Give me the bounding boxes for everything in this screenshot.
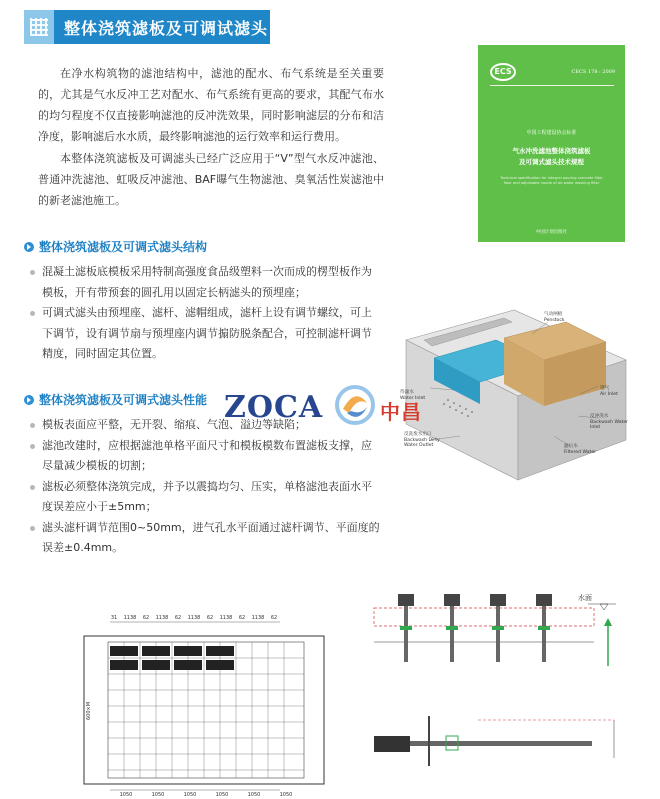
dim-top: 62 (142, 615, 150, 621)
performance-heading (24, 391, 207, 408)
book-title-line: 气水冲洗滤池整体浇筑滤板 (512, 147, 591, 155)
performance-list (28, 415, 380, 559)
book-title-line: 及可调式滤头技术规程 (519, 158, 584, 166)
zoca-brand-cn: 中昌 (380, 400, 422, 424)
section-title-bar (24, 10, 270, 44)
dim-bottom: 1050 (247, 792, 261, 798)
dim-top: 62 (238, 615, 246, 621)
structure-heading (24, 238, 207, 255)
dim-bottom: 1050 (279, 792, 293, 798)
ecs-logo: ECS (490, 63, 516, 81)
dim-top: 62 (206, 615, 214, 621)
water-level-label: 水面 (578, 594, 592, 602)
side-svg (368, 586, 632, 776)
dim-top: 1138 (187, 615, 201, 621)
filter-tank-drawing (394, 300, 634, 488)
intro-paragraph-2: 本整体浇筑滤板及可调滤头已经广泛应用于“V”型气水反冲滤池、普通冲洗滤池、虹吸反冲滤池、BAF曝气生物滤池、臭氧活性炭滤池中的新老滤池施工。 (38, 152, 384, 207)
structure-list (28, 262, 380, 365)
dim-top: 1138 (155, 615, 169, 621)
list-item: 滤池改建时，应根据滤池单格平面尺寸和模板模数布置滤板支撑，应尽量减少模板的切割； (28, 436, 380, 477)
book-title (478, 146, 625, 168)
label-backwash-inlet: 反冲洗水 Backwash Water Inlet (590, 414, 629, 431)
dim-top: 31 (110, 615, 118, 621)
standard-book-cover (478, 45, 625, 242)
performance-heading-text: 整体浇筑滤板及可调式滤头性能 (39, 393, 208, 407)
filter-tank-illustration (394, 300, 634, 488)
dim-top: 1138 (251, 615, 265, 621)
list-item: 混凝土滤板底模板采用特制高强度食品级塑料一次而成的楞型板作为模板，开有带预套的圆孔用以固定长柄滤头的预埋座； (28, 262, 380, 303)
play-bullet-icon (24, 395, 34, 405)
zoca-swirl-logo-icon (333, 383, 377, 427)
label-dirty-outlet: 反洗废水出口 Backwash Dirty Water Outlet (404, 432, 440, 449)
label-filtered-water: 滤后水 Filtered Water (564, 444, 597, 455)
dim-top: 62 (270, 615, 278, 621)
list-item: 模板表面应平整，无开裂、缩痕、气泡、溢边等缺陷； (28, 415, 380, 436)
list-item: 可调式滤头由预埋座、滤杆、滤帽组成，滤杆上设有调节螺纹，可上下调节，设有调节扇与预埋座内调节搧防脱条配合，可控制滤杆调节精度，同时固定其位置。 (28, 303, 380, 365)
book-english-title: Technical specification for integral pouring concrete filter floor and adjustable nozzle of air-water washing filter (500, 176, 603, 185)
list-item: 滤板必须整体浇筑完成，并予以震捣均匀、压实，单格滤池表面水平度误差应小于±5mm； (28, 477, 380, 518)
dim-bottom: 1050 (151, 792, 165, 798)
standard-code: CECS 178 : 2009 (571, 69, 615, 75)
nozzle-row (398, 594, 552, 662)
book-publisher-bottom: 中国计划出版社 (535, 230, 568, 235)
page-title: 整体浇筑滤板及可调试滤头 (64, 18, 269, 38)
zoca-brand-text: ZOCA (224, 390, 324, 425)
grid-icon (24, 10, 54, 44)
nozzle-section-drawing (368, 586, 632, 776)
intro-paragraph-1: 在净水构筑物的滤池结构中，滤池的配水、布气系统是至关重要的，尤其是气水反冲工艺对配水、布气系统有更高的要求，其配气布水的均匀程度不仅直接影响滤池的反冲洗效果，同时影响滤层的分布和洁净度，影响滤后水水质，最终影响滤池的运行效率和运行费用。 (38, 67, 384, 143)
dim-bottom: 1050 (215, 792, 229, 798)
play-bullet-icon (24, 242, 34, 252)
list-item: 滤头滤杆调节范围0~50mm，进气孔水平面通过滤杆调节、平面度的误差±0.4mm。 (28, 518, 380, 559)
dim-top: 62 (174, 615, 182, 621)
dim-top: 1138 (219, 615, 233, 621)
dim-bottom: 1050 (183, 792, 197, 798)
book-publisher-top: 中国工程建设协会标准 (526, 130, 577, 136)
dim-top: 1138 (123, 615, 137, 621)
cover-rule (490, 85, 614, 86)
dim-bottom: 1050 (119, 792, 133, 798)
label-air-inlet: 进气 Air Inlet (600, 386, 618, 397)
label-penstock: 气动闸板 Penstock (544, 312, 565, 323)
dim-left: 600×M (86, 701, 92, 720)
filter-plate-plan-drawing (80, 608, 360, 798)
plan-svg (80, 608, 360, 798)
label-water-inlet: 待滤水 Water Inlet (400, 390, 426, 401)
structure-heading-text: 整体浇筑滤板及可调式滤头结构 (39, 240, 208, 254)
